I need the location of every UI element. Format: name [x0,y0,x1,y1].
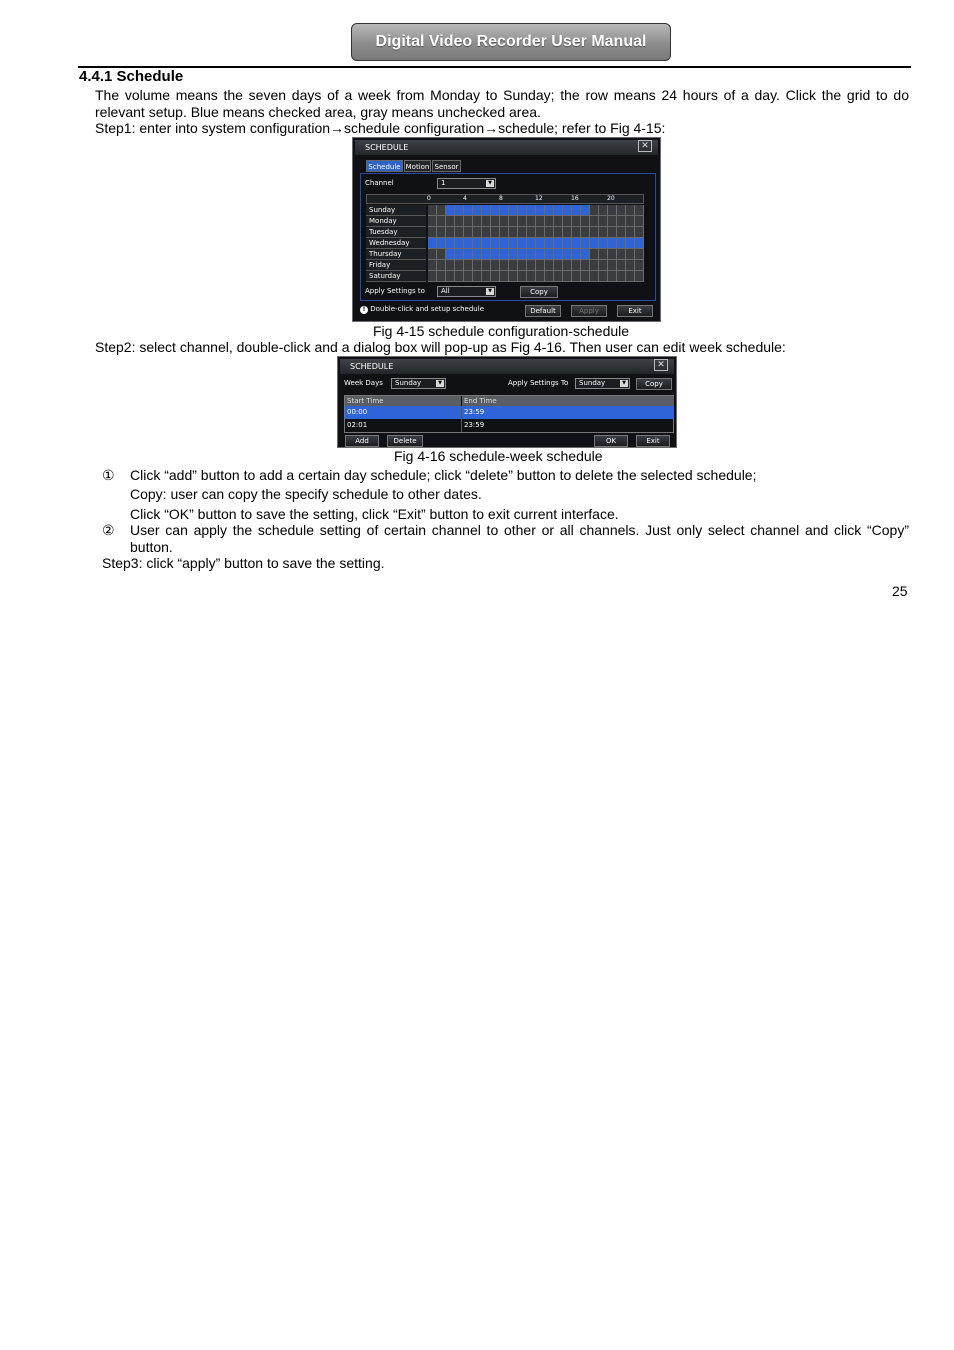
schedule-cell[interactable] [428,271,437,282]
apply-settings-select[interactable] [437,286,496,297]
step2-text: Step2: select channel, double-click and a dialog box will pop-up as Fig 4-16. Then user can edit week schedule: [95,339,786,355]
schedule-cell[interactable] [608,238,617,249]
ok-exit-note-text: Click “OK” button to save the setting, click “Exit” button to exit current interface. [130,506,619,522]
schedule-cell[interactable] [608,249,617,260]
schedule-cell[interactable] [563,216,572,227]
schedule-cell[interactable] [626,205,635,216]
day-label-thursday: Thursday [366,249,426,260]
day-label-sunday: Sunday [366,205,426,216]
schedule-cell[interactable] [527,227,536,238]
schedule-cell[interactable] [563,238,572,249]
schedule-cell[interactable] [599,271,608,282]
schedule-cell[interactable] [545,216,554,227]
schedule-cell[interactable] [572,260,581,271]
schedule-cell[interactable] [554,249,563,260]
schedule-cell[interactable] [617,260,626,271]
step1-text: Step1: enter into system configuration→schedule configuration→schedule; refer to Fig 4-15: [95,120,666,136]
schedule-cell[interactable] [617,238,626,249]
schedule-cell[interactable] [473,205,482,216]
schedule-cell[interactable] [491,249,500,260]
schedule-cell[interactable] [518,205,527,216]
schedule-cell[interactable] [437,271,446,282]
schedule-cell[interactable] [554,227,563,238]
schedule-cell[interactable] [635,205,644,216]
schedule-cell[interactable] [428,216,437,227]
schedule-cell[interactable] [572,216,581,227]
copy-note-text: Copy: user can copy the specify schedule to other dates. [130,486,482,502]
schedule-cell[interactable] [590,216,599,227]
schedule-cell[interactable] [464,249,473,260]
schedule-cell[interactable] [446,260,455,271]
tab-motion[interactable]: Motion [404,160,431,172]
schedule-cell[interactable] [500,205,509,216]
week-schedule-dialog-title: SCHEDULE [340,359,674,374]
schedule-cell[interactable] [437,216,446,227]
schedule-dialog [352,137,661,322]
schedule-cell[interactable] [491,238,500,249]
schedule-cell[interactable] [428,227,437,238]
schedule-cell[interactable] [581,205,590,216]
chevron-down-icon: ▼ [620,380,628,387]
chevron-down-icon: ▼ [486,288,494,295]
apply-settings-value: All [441,287,450,295]
copy-button[interactable]: Copy [636,378,672,390]
schedule-cell[interactable] [617,249,626,260]
schedule-cell[interactable] [428,205,437,216]
schedule-cell[interactable] [635,216,644,227]
schedule-cell[interactable] [437,260,446,271]
schedule-cell[interactable] [581,227,590,238]
schedule-cell[interactable] [482,260,491,271]
schedule-cell[interactable] [464,271,473,282]
schedule-cell[interactable] [446,216,455,227]
schedule-cell[interactable] [536,249,545,260]
schedule-cell[interactable] [491,216,500,227]
schedule-cell[interactable] [500,260,509,271]
schedule-cell[interactable] [455,227,464,238]
channel-label: Channel [365,179,394,187]
hour-tick-label: 8 [499,195,503,202]
schedule-cell[interactable] [590,227,599,238]
schedule-cell[interactable] [455,205,464,216]
schedule-cell[interactable] [581,216,590,227]
schedule-cell[interactable] [509,216,518,227]
schedule-cell[interactable] [491,260,500,271]
schedule-cell[interactable] [554,260,563,271]
info-icon: ! [360,306,368,314]
schedule-cell[interactable] [599,216,608,227]
schedule-cell[interactable] [599,260,608,271]
hour-tick-label: 20 [607,195,615,202]
schedule-cell[interactable] [446,238,455,249]
schedule-cell[interactable] [590,260,599,271]
schedule-cell[interactable] [455,216,464,227]
schedule-cell[interactable] [617,205,626,216]
schedule-cell[interactable] [500,249,509,260]
schedule-cell[interactable] [473,249,482,260]
schedule-cell[interactable] [446,249,455,260]
week-days-value: Sunday [395,379,422,387]
chevron-down-icon: ▼ [436,380,444,387]
manual-title-badge: Digital Video Recorder User Manual [351,23,671,61]
close-icon[interactable]: ✕ [654,359,668,371]
schedule-cell[interactable] [482,271,491,282]
schedule-cell[interactable] [437,238,446,249]
schedule-cell[interactable] [437,205,446,216]
schedule-cell[interactable] [572,238,581,249]
schedule-cell[interactable] [473,271,482,282]
schedule-cell[interactable] [617,216,626,227]
schedule-cell[interactable] [563,227,572,238]
schedule-cell[interactable] [626,271,635,282]
schedule-cell[interactable] [626,227,635,238]
intro-paragraph: The volume means the seven days of a week from Monday to Sunday; the row means 24 hours of a day. Click the grid to do relevant setup. Blue means checked area, gray means unchecked area. [95,87,909,120]
schedule-cell[interactable] [491,227,500,238]
start-time-cell: 02:01 [345,419,462,432]
schedule-cell[interactable] [455,249,464,260]
schedule-cell[interactable] [482,249,491,260]
schedule-cell[interactable] [464,227,473,238]
schedule-cell[interactable] [527,260,536,271]
schedule-cell[interactable] [572,205,581,216]
schedule-cell[interactable] [617,227,626,238]
schedule-cell[interactable] [464,216,473,227]
schedule-cell[interactable] [473,216,482,227]
schedule-cell[interactable] [464,260,473,271]
schedule-cell[interactable] [572,227,581,238]
schedule-cell[interactable] [545,205,554,216]
schedule-cell[interactable] [428,260,437,271]
schedule-cell[interactable] [545,249,554,260]
schedule-cell[interactable] [599,205,608,216]
schedule-cell[interactable] [599,249,608,260]
schedule-cell[interactable] [581,249,590,260]
schedule-cell[interactable] [608,216,617,227]
schedule-cell[interactable] [635,227,644,238]
hour-tick-label: 16 [571,195,579,202]
schedule-cell[interactable] [563,271,572,282]
schedule-cell[interactable] [590,205,599,216]
schedule-cell[interactable] [446,205,455,216]
apply-settings-to-select[interactable] [575,378,630,389]
apply-settings-to-value: Sunday [579,379,606,387]
apply-settings-to-label: Apply Settings To [508,379,569,387]
schedule-cell[interactable] [500,271,509,282]
schedule-cell[interactable] [527,216,536,227]
day-label-monday: Monday [366,216,426,227]
schedule-cell[interactable] [581,271,590,282]
schedule-cell[interactable] [635,238,644,249]
schedule-cell[interactable] [437,227,446,238]
schedule-cell[interactable] [527,205,536,216]
page-number: 25 [892,583,908,599]
schedule-cell[interactable] [464,205,473,216]
schedule-cell[interactable] [590,249,599,260]
header-divider [78,66,911,68]
chevron-down-icon: ▼ [486,180,494,187]
channel-select[interactable] [437,178,496,189]
schedule-table [344,395,674,433]
schedule-cell[interactable] [599,238,608,249]
schedule-cell[interactable] [473,227,482,238]
schedule-cell[interactable] [554,271,563,282]
schedule-cell[interactable] [500,216,509,227]
schedule-cell[interactable] [572,249,581,260]
item1-text: Click “add” button to add a certain day schedule; click “delete” button to delete the selected schedule; [130,467,757,483]
schedule-cell[interactable] [608,227,617,238]
schedule-cell[interactable] [536,271,545,282]
week-days-label: Week Days [344,379,383,387]
end-time-cell: 23:59 [464,421,485,429]
tab-sensor[interactable]: Sensor [432,160,461,172]
schedule-cell[interactable] [446,271,455,282]
ok-button[interactable]: OK [594,435,628,447]
schedule-cell[interactable] [473,238,482,249]
default-button[interactable]: Default [525,305,561,317]
schedule-cell[interactable] [527,271,536,282]
schedule-cell[interactable] [554,216,563,227]
schedule-cell[interactable] [518,260,527,271]
schedule-cell[interactable] [563,205,572,216]
schedule-cell[interactable] [527,238,536,249]
schedule-cell[interactable] [482,227,491,238]
schedule-cell[interactable] [437,249,446,260]
schedule-cell[interactable] [509,227,518,238]
schedule-cell[interactable] [545,260,554,271]
schedule-cell[interactable] [473,260,482,271]
schedule-cell[interactable] [590,238,599,249]
channel-select-value: 1 [441,179,446,187]
schedule-cell[interactable] [455,271,464,282]
schedule-cell[interactable] [626,249,635,260]
schedule-cell[interactable] [491,271,500,282]
schedule-cell[interactable] [500,227,509,238]
schedule-cell[interactable] [554,238,563,249]
schedule-cell[interactable] [545,238,554,249]
schedule-cell[interactable] [509,238,518,249]
schedule-cell[interactable] [455,238,464,249]
schedule-cell[interactable] [518,227,527,238]
schedule-cell[interactable] [545,227,554,238]
schedule-cell[interactable] [635,249,644,260]
apply-button[interactable]: Apply [571,305,607,317]
schedule-cell[interactable] [563,260,572,271]
schedule-cell[interactable] [482,205,491,216]
schedule-cell[interactable] [626,216,635,227]
hint-text: Double-click and setup schedule [370,305,484,313]
week-schedule-dialog [337,356,677,448]
day-label-saturday: Saturday [366,271,426,282]
schedule-cell[interactable] [482,238,491,249]
start-time-cell: 00:00 [345,406,462,419]
schedule-cell[interactable] [545,271,554,282]
close-icon[interactable]: ✕ [638,140,652,152]
section-title: 4.4.1 Schedule [79,68,184,85]
schedule-cell[interactable] [509,205,518,216]
schedule-cell[interactable] [581,260,590,271]
schedule-cell[interactable] [518,216,527,227]
schedule-cell[interactable] [635,260,644,271]
schedule-cell[interactable] [536,227,545,238]
schedule-cell[interactable] [536,205,545,216]
fig15-caption: Fig 4-15 schedule configuration-schedule [373,323,630,339]
exit-button[interactable]: Exit [636,435,670,447]
schedule-cell[interactable] [509,271,518,282]
delete-button[interactable]: Delete [387,435,423,447]
step3-text: Step3: click “apply” button to save the setting. [102,555,385,571]
column-header-end-time: End Time [462,396,674,406]
day-label-tuesday: Tuesday [366,227,426,238]
column-header-start-time: Start Time [345,396,461,406]
schedule-cell[interactable] [518,249,527,260]
table-row[interactable] [345,419,674,432]
schedule-cell[interactable] [464,238,473,249]
item2-text: User can apply the schedule setting of certain channel to other or all channels. Just only select channel and click “Copy” button. [130,522,909,555]
schedule-cell[interactable] [617,271,626,282]
table-row[interactable] [345,406,674,419]
fig16-caption: Fig 4-16 schedule-week schedule [394,448,603,464]
schedule-cell[interactable] [500,238,509,249]
schedule-cell[interactable] [608,205,617,216]
schedule-cell[interactable] [563,249,572,260]
schedule-cell[interactable] [518,271,527,282]
item1-marker: ① [102,467,115,483]
schedule-cell[interactable] [536,238,545,249]
schedule-cell[interactable] [428,238,437,249]
apply-settings-label: Apply Settings to [365,287,425,295]
tab-schedule[interactable]: Schedule [366,160,403,172]
schedule-cell[interactable] [428,249,437,260]
schedule-cell[interactable] [626,260,635,271]
exit-button[interactable]: Exit [617,305,653,317]
schedule-cell[interactable] [608,260,617,271]
week-days-select[interactable] [391,378,446,389]
schedule-cell[interactable] [635,271,644,282]
schedule-cell[interactable] [626,238,635,249]
hour-tick-label: 0 [427,195,431,202]
end-time-cell: 23:59 [464,408,485,416]
schedule-cell[interactable] [446,227,455,238]
schedule-cell[interactable] [554,205,563,216]
schedule-cell[interactable] [509,260,518,271]
schedule-cell[interactable] [572,271,581,282]
schedule-cell[interactable] [509,249,518,260]
schedule-cell[interactable] [590,271,599,282]
hint-row [360,305,484,314]
schedule-cell[interactable] [455,260,464,271]
item2-marker: ② [102,522,115,538]
day-label-wednesday: Wednesday [366,238,426,249]
schedule-cell[interactable] [536,216,545,227]
schedule-cell[interactable] [518,238,527,249]
schedule-cell[interactable] [482,216,491,227]
day-label-friday: Friday [366,260,426,271]
schedule-cell[interactable] [581,238,590,249]
hour-tick-label: 12 [535,195,543,202]
add-button[interactable]: Add [345,435,379,447]
schedule-dialog-title: SCHEDULE [355,140,658,155]
schedule-cell[interactable] [599,227,608,238]
schedule-cell[interactable] [536,260,545,271]
copy-button[interactable]: Copy [520,286,558,298]
schedule-cell[interactable] [608,271,617,282]
hour-tick-label: 4 [463,195,467,202]
schedule-cell[interactable] [527,249,536,260]
schedule-cell[interactable] [491,205,500,216]
